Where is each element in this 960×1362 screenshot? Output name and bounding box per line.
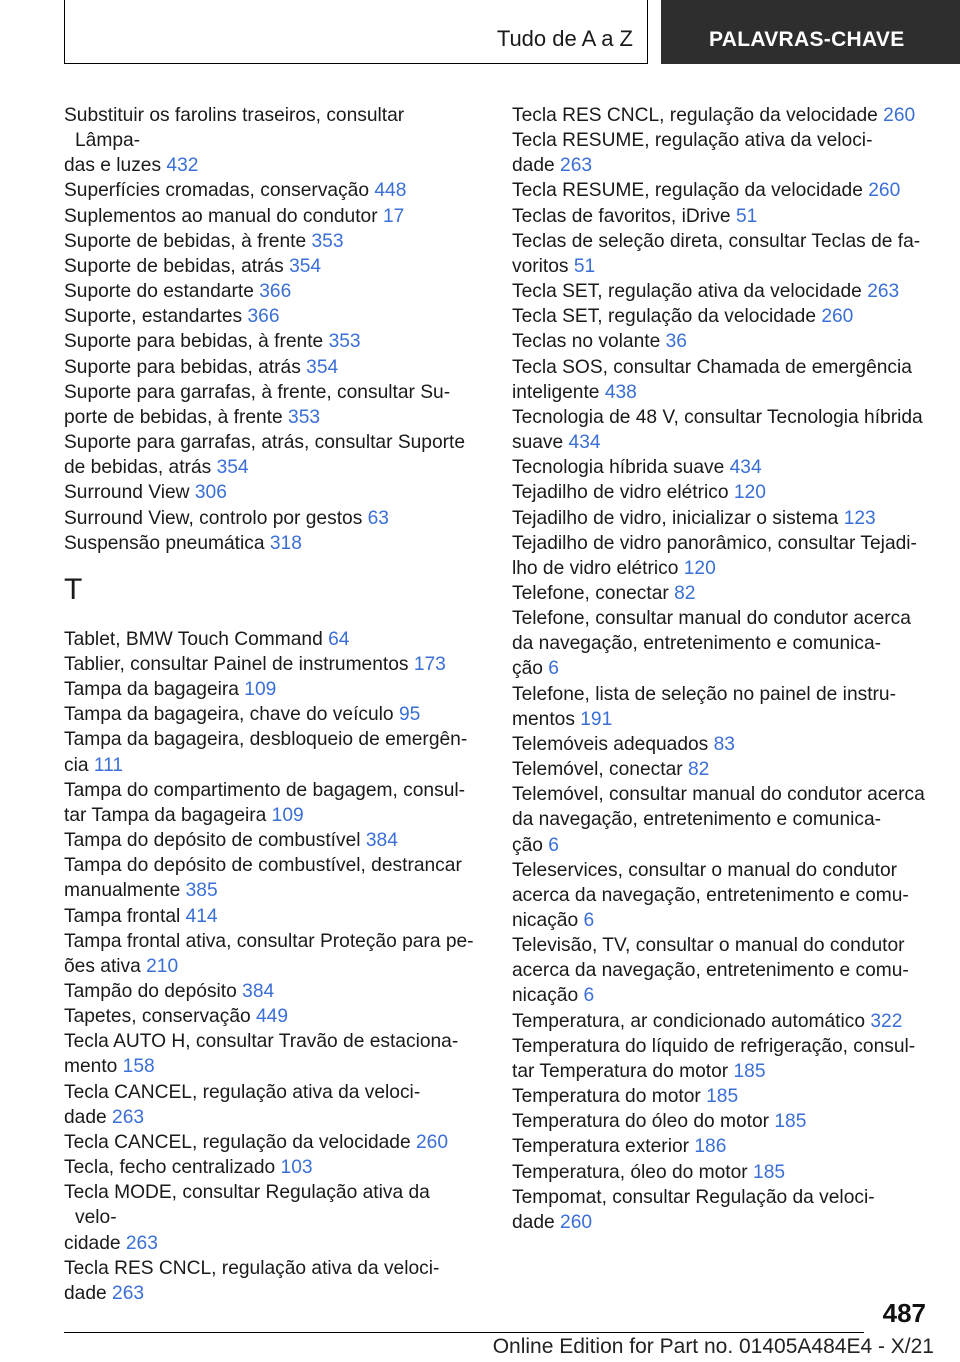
index-entry-text: cidade 263 <box>64 1232 158 1254</box>
page-reference-link[interactable]: 448 <box>374 180 407 202</box>
index-entry-text: Tampa da bagageira, desbloqueio de emergên- <box>64 729 468 751</box>
index-entry <box>64 627 474 652</box>
index-entry-text: manualmente 385 <box>64 880 218 902</box>
index-entry-text: suave 434 <box>512 432 601 454</box>
index-entry <box>512 858 932 933</box>
index-entry-text: Telefone, conectar 82 <box>512 582 696 604</box>
section-tab <box>64 0 648 64</box>
footer-divider <box>64 1332 864 1333</box>
letter-heading: T <box>64 572 83 606</box>
page-reference-link[interactable]: 6 <box>583 985 595 1007</box>
page-reference-link[interactable]: 354 <box>289 255 322 277</box>
index-entry <box>512 279 932 304</box>
page-reference-link[interactable]: 263 <box>867 281 900 303</box>
index-entry <box>64 430 474 480</box>
page-reference-link[interactable]: 434 <box>729 457 762 479</box>
page-reference-link[interactable]: 185 <box>774 1111 807 1133</box>
index-entry-text: Tapetes, conservação 449 <box>64 1006 289 1028</box>
index-entry <box>512 1185 932 1235</box>
index-entry-text: Tecla RES CNCL, regulação da velocidade 260 <box>512 105 916 126</box>
page-reference-link[interactable]: 158 <box>122 1056 155 1078</box>
index-entry <box>512 581 932 606</box>
index-entry <box>512 304 932 329</box>
index-entry-text: Tejadilho de vidro elétrico 120 <box>512 482 766 504</box>
page-reference-link[interactable]: 438 <box>604 381 637 403</box>
index-entry-text: nicação 6 <box>512 985 595 1007</box>
index-entry <box>64 480 474 505</box>
index-entry <box>512 933 932 1008</box>
page-reference-link[interactable]: 434 <box>568 432 601 454</box>
index-entry-text: Telefone, consultar manual do condutor acerca <box>512 608 911 630</box>
index-entry <box>64 929 474 979</box>
index-entry-text: Tecla SET, regulação ativa da velocidade 263 <box>512 281 900 303</box>
page-reference-link[interactable]: 109 <box>244 679 277 701</box>
index-entry-text: Tampa frontal 414 <box>64 905 218 927</box>
index-list-t-continued <box>512 103 932 1235</box>
index-column-right <box>512 103 932 1235</box>
page-reference-link[interactable]: 353 <box>328 331 361 353</box>
index-entry-text: Telefone, lista de seleção no painel de instru- <box>512 683 896 705</box>
page-reference-link[interactable]: 185 <box>706 1086 739 1108</box>
index-entry <box>512 782 932 857</box>
page-reference-link[interactable]: 385 <box>185 880 218 902</box>
index-entry-text: dade 263 <box>64 1106 145 1128</box>
index-entry-text: Tablier, consultar Painel de instrumentos 173 <box>64 653 446 675</box>
page-reference-link[interactable]: 51 <box>735 205 758 227</box>
index-entry-text: Teclas no volante 36 <box>512 331 687 353</box>
page-reference-link[interactable]: 6 <box>548 658 559 680</box>
page-reference-link[interactable]: 6 <box>583 910 595 931</box>
index-entry-text: Substituir os farolins traseiros, consultar Lâmpa- <box>64 105 405 152</box>
page-number: 487 <box>882 1298 926 1328</box>
index-entry-text: voritos 51 <box>512 255 596 277</box>
page-reference-link[interactable]: 263 <box>560 155 593 177</box>
index-entry-text: inteligente 438 <box>512 381 637 403</box>
index-entry-text: ção 6 <box>512 658 559 680</box>
index-entry <box>64 828 474 853</box>
index-entry <box>512 204 932 229</box>
index-entry-text: Temperatura do líquido de refrigeração, consul- <box>512 1035 916 1057</box>
index-entry <box>512 506 932 531</box>
index-entry-text: nicação 6 <box>512 910 595 931</box>
index-entry-text: Tampa do depósito de combustível, destrancar <box>64 855 462 877</box>
index-entry <box>512 1034 932 1084</box>
page-reference-link[interactable]: 449 <box>256 1006 289 1028</box>
index-entry <box>512 128 932 178</box>
index-entry-text: Tecla RESUME, regulação ativa da veloci- <box>512 130 873 152</box>
index-entry-text: Tampa da bagageira, chave do veículo 95 <box>64 704 421 726</box>
index-entry <box>64 279 474 304</box>
page-reference-link[interactable]: 260 <box>883 105 916 126</box>
page-reference-link[interactable]: 111 <box>93 754 124 776</box>
index-entry <box>512 329 932 354</box>
index-entry <box>64 1180 474 1255</box>
section-title: Tudo de A a Z <box>496 26 633 51</box>
index-entry <box>64 304 474 329</box>
index-entry-text: Tampa do compartimento de bagagem, consul- <box>64 779 466 801</box>
page-reference-link[interactable]: 83 <box>713 733 735 755</box>
page-reference-link[interactable]: 95 <box>398 704 421 726</box>
page-reference-link[interactable]: 109 <box>271 804 304 826</box>
page-reference-link[interactable]: 185 <box>753 1161 786 1183</box>
index-entry-text: Tecla SET, regulação da velocidade 260 <box>512 306 854 328</box>
index-entry <box>64 380 474 430</box>
index-entry <box>64 1155 474 1180</box>
index-entry <box>64 1080 474 1130</box>
page-reference-link[interactable]: 120 <box>733 482 766 504</box>
index-entry-text: Temperatura exterior 186 <box>512 1136 727 1158</box>
index-entry <box>512 531 932 581</box>
index-entry-text: Tecla, fecho centralizado 103 <box>64 1157 313 1179</box>
page-reference-link[interactable]: 353 <box>311 230 344 252</box>
index-entry-text: Surround View, controlo por gestos 63 <box>64 507 389 529</box>
index-entry-text: tar Temperatura do motor 185 <box>512 1060 766 1082</box>
edition-note: Online Edition for Part no. 01405A484E4 - X/21 <box>492 1335 934 1358</box>
index-entry <box>64 506 474 531</box>
index-entry <box>64 229 474 254</box>
index-entry <box>512 480 932 505</box>
index-entry <box>64 727 474 777</box>
index-entry <box>512 1160 932 1185</box>
index-entry-text: Temperatura, óleo do motor 185 <box>512 1161 786 1183</box>
index-entry <box>512 606 932 681</box>
index-entry-text: Tampa do depósito de combustível 384 <box>64 830 398 852</box>
page-reference-link[interactable]: 322 <box>870 1010 903 1032</box>
index-entry-text: dade 260 <box>512 1211 593 1233</box>
index-entry <box>512 405 932 455</box>
index-entry-text: Suporte, estandartes 366 <box>64 306 280 328</box>
page-reference-link[interactable]: 354 <box>216 457 249 479</box>
index-entry-text: acerca da navegação, entretenimento e comu- <box>512 884 909 906</box>
index-entry <box>64 853 474 903</box>
page-reference-link[interactable]: 263 <box>112 1106 145 1128</box>
index-entry-text: de bebidas, atrás 354 <box>64 457 249 479</box>
page-reference-link[interactable]: 210 <box>146 955 179 977</box>
page-reference-link[interactable]: 353 <box>288 406 321 428</box>
index-entry-text: dade 263 <box>512 155 593 177</box>
index-entry <box>512 355 932 405</box>
index-entry <box>64 1029 474 1079</box>
index-entry-text: acerca da navegação, entretenimento e comu- <box>512 960 909 982</box>
page-reference-link[interactable]: 120 <box>683 557 716 579</box>
index-entry-text: Telemóveis adequados 83 <box>512 733 735 755</box>
index-entry <box>512 1084 932 1109</box>
page-reference-link[interactable]: 17 <box>382 205 405 227</box>
page-reference-link[interactable]: 384 <box>242 981 275 1002</box>
index-entry <box>64 254 474 279</box>
index-entry-text: Tecla RESUME, regulação da velocidade 260 <box>512 180 901 202</box>
index-entry <box>64 103 474 178</box>
index-entry-text: Tampão do depósito 384 <box>64 981 275 1002</box>
index-entry <box>512 682 932 732</box>
index-entry-text: Tampa da bagageira 109 <box>64 679 277 701</box>
index-entry <box>64 979 474 1004</box>
index-entry <box>64 204 474 229</box>
index-entry <box>64 329 474 354</box>
index-entry-text: Superfícies cromadas, conservação 448 <box>64 180 407 202</box>
index-entry <box>64 778 474 828</box>
index-entry-text: Teleservices, consultar o manual do condutor <box>512 859 898 881</box>
index-entry-text: Suporte para bebidas, à frente 353 <box>64 331 361 353</box>
index-entry-text: mento 158 <box>64 1056 155 1078</box>
page-reference-link[interactable]: 318 <box>269 532 302 554</box>
page-reference-link[interactable]: 263 <box>125 1232 158 1254</box>
index-entry-text: Suporte de bebidas, à frente 353 <box>64 230 344 252</box>
page-reference-link[interactable]: 51 <box>573 255 596 277</box>
index-entry-text: Suporte para bebidas, atrás 354 <box>64 356 339 378</box>
index-entry <box>512 229 932 279</box>
page-reference-link[interactable]: 260 <box>560 1211 593 1233</box>
index-entry-text: Tampa frontal ativa, consultar Proteção para pe- <box>64 930 474 952</box>
index-entry <box>512 1134 932 1159</box>
index-entry-text: Tecla AUTO H, consultar Travão de estaciona- <box>64 1031 459 1053</box>
index-column-left <box>64 103 474 1306</box>
index-entry-text: ção 6 <box>512 834 559 856</box>
page-reference-link[interactable]: 414 <box>185 905 218 927</box>
index-entry-text: da navegação, entretenimento e comunica- <box>512 809 882 831</box>
index-entry-text: Teclas de favoritos, iDrive 51 <box>512 205 758 227</box>
page-reference-link[interactable]: 354 <box>306 356 339 378</box>
index-entry-text: Suporte para garrafas, atrás, consultar Suporte <box>64 432 466 454</box>
index-entry <box>512 455 932 480</box>
index-entry <box>64 677 474 702</box>
index-entry-text: Tejadilho de vidro, inicializar o sistema 123 <box>512 507 876 529</box>
page-reference-link[interactable]: 306 <box>194 482 227 504</box>
index-entry-text: Suporte para garrafas, à frente, consultar Su- <box>64 381 451 403</box>
index-entry-text: Televisão, TV, consultar o manual do condutor <box>512 935 905 957</box>
page-reference-link[interactable]: 173 <box>413 653 446 675</box>
index-entry-text: Temperatura, ar condicionado automático 322 <box>512 1010 903 1032</box>
page-reference-link[interactable]: 6 <box>548 834 559 856</box>
index-entry-text: Telemóvel, conectar 82 <box>512 759 710 781</box>
index-entry-text: Tecnologia de 48 V, consultar Tecnologia híbrida <box>512 406 923 428</box>
index-entry-text: Tecla MODE, consultar Regulação ativa da velo- <box>64 1182 430 1229</box>
page-reference-link[interactable]: 260 <box>868 180 901 202</box>
index-entry-text: Tecla CANCEL, regulação da velocidade 260 <box>64 1131 448 1153</box>
page-reference-link[interactable]: 260 <box>821 306 854 328</box>
index-entry-text: das e luzes 432 <box>64 155 199 177</box>
index-entry <box>64 1004 474 1029</box>
page-header <box>64 0 960 66</box>
page-reference-link[interactable]: 263 <box>112 1282 145 1304</box>
index-entry <box>64 1130 474 1155</box>
index-entry <box>512 732 932 757</box>
page-reference-link[interactable]: 103 <box>280 1157 313 1179</box>
page-reference-link[interactable]: 82 <box>674 582 696 604</box>
index-entry-text: Tejadilho de vidro panorâmico, consultar Tejadi- <box>512 532 917 554</box>
index-list-s <box>64 103 474 556</box>
page-reference-link[interactable]: 366 <box>259 281 292 303</box>
page-reference-link[interactable]: 191 <box>580 708 613 730</box>
page-reference-link[interactable]: 123 <box>843 507 876 529</box>
index-list-t <box>64 627 474 1306</box>
index-entry <box>512 1009 932 1034</box>
index-entry-text: Temperatura do óleo do motor 185 <box>512 1111 807 1133</box>
index-entry-text: dade 263 <box>64 1282 145 1304</box>
index-entry-text: Temperatura do motor 185 <box>512 1086 739 1108</box>
index-entry-text: Tablet, BMW Touch Command 64 <box>64 628 350 650</box>
index-entry-text: da navegação, entretenimento e comunica- <box>512 633 882 655</box>
page-reference-link[interactable]: 384 <box>365 830 398 852</box>
page-reference-link[interactable]: 260 <box>415 1131 448 1153</box>
index-entry <box>512 103 932 128</box>
index-entry-text: Surround View 306 <box>64 482 227 504</box>
page-reference-link[interactable]: 63 <box>367 507 389 529</box>
index-entry-text: ões ativa 210 <box>64 955 179 977</box>
index-entry <box>512 757 932 782</box>
index-entry <box>64 652 474 677</box>
index-entry <box>512 178 932 203</box>
index-entry-text: lho de vidro elétrico 120 <box>512 557 716 579</box>
page-reference-link[interactable]: 186 <box>694 1136 727 1158</box>
index-entry-text: tar Tampa da bagageira 109 <box>64 804 304 826</box>
index-entry-text: Tecla CANCEL, regulação ativa da veloci- <box>64 1081 421 1103</box>
page-reference-link[interactable]: 432 <box>166 155 199 177</box>
page-reference-link[interactable]: 36 <box>665 331 687 353</box>
index-entry-text: Suporte de bebidas, atrás 354 <box>64 255 322 277</box>
index-entry-text: Teclas de seleção direta, consultar Teclas de fa- <box>512 230 921 252</box>
index-entry-text: Suplementos ao manual do condutor 17 <box>64 205 405 227</box>
index-entry <box>64 355 474 380</box>
index-entry-text: Tempomat, consultar Regulação da veloci- <box>512 1186 875 1208</box>
index-entry <box>64 904 474 929</box>
index-entry <box>512 1109 932 1134</box>
page-reference-link[interactable]: 185 <box>733 1060 766 1082</box>
index-entry <box>64 702 474 727</box>
index-entry <box>64 178 474 203</box>
index-entry-text: mentos 191 <box>512 708 613 730</box>
page-reference-link[interactable]: 82 <box>687 759 710 781</box>
index-entry <box>64 531 474 556</box>
index-entry-text: Telemóvel, consultar manual do condutor acerca <box>512 784 925 806</box>
index-entry-text: Tecla SOS, consultar Chamada de emergência <box>512 356 912 378</box>
page-reference-link[interactable]: 64 <box>328 628 350 650</box>
index-entry <box>64 1256 474 1306</box>
index-entry-text: Tecla RES CNCL, regulação ativa da veloci- <box>64 1257 440 1279</box>
index-entry-text: Tecnologia híbrida suave 434 <box>512 457 762 479</box>
page-reference-link[interactable]: 366 <box>247 306 280 328</box>
index-entry-text: Suporte do estandarte 366 <box>64 281 292 303</box>
chapter-tab <box>661 0 960 64</box>
chapter-title: PALAVRAS-CHAVE <box>709 28 905 51</box>
index-entry-text: porte de bebidas, à frente 353 <box>64 406 321 428</box>
index-entry-text: cia 111 <box>64 754 124 776</box>
index-entry-text: Suspensão pneumática 318 <box>64 532 302 554</box>
